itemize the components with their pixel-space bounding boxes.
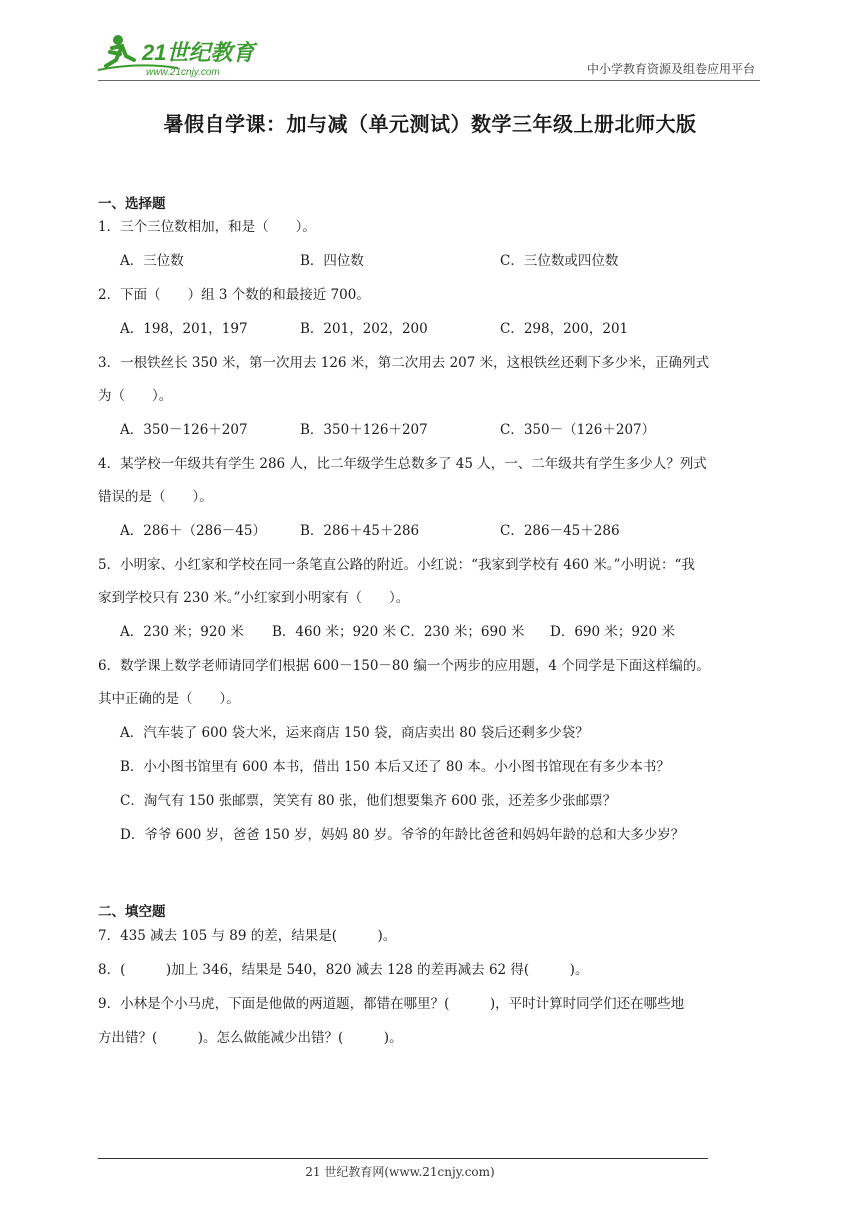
- footer-link[interactable]: 21 世纪教育网(www.21cnjy.com): [305, 1165, 495, 1179]
- option: B．小小图书馆里有 600 本书，借出 150 本后又还了 80 本。小小图书馆现在有多少本书？: [120, 759, 670, 775]
- logo-url: www.21cnjy.com: [146, 67, 220, 78]
- option: C．286－45＋286: [500, 523, 620, 539]
- option: A．汽车装了 600 袋大米，运来商店 150 袋，商店卖出 80 袋后还剩多少袋？: [120, 725, 589, 741]
- option: D．爷爷 600 岁，爸爸 150 岁，妈妈 80 岁。爷爷的年龄比爸爸和妈妈年龄的总和大多少岁？: [120, 827, 685, 843]
- section-heading-fill: 二、填空题: [98, 904, 166, 920]
- option: B．350＋126＋207: [300, 422, 428, 438]
- option: C．淘气有 150 张邮票，笑笑有 80 张，他们想要集齐 600 张，还差多少张邮票？: [120, 793, 617, 809]
- question-4: 4．某学校一年级共有学生 286 人，比二年级学生总数多了 45 人，一、二年级共有学生多少人？列式: [98, 456, 707, 472]
- question-6-cont: 其中正确的是（ ）。: [98, 691, 240, 707]
- option: C．350－（126＋207）: [500, 422, 656, 438]
- runner-logo-icon: [98, 30, 258, 80]
- question-7: 7．435 减去 105 与 89 的差，结果是( )。: [98, 928, 397, 944]
- question-5-cont: 家到学校只有 230 米。”小红家到小明家有（ ）。: [98, 590, 410, 606]
- question-9: 9．小林是个小马虎，下面是他做的两道题，都错在哪里？( )，平时计算时同学们还在哪些地: [98, 996, 685, 1012]
- question-5: 5．小明家、小红家和学校在同一条笔直公路的附近。小红说：“我家到学校有 460 米。”小明说：“我: [98, 557, 695, 573]
- option: A．350－126＋207: [120, 422, 248, 438]
- option: A．286＋（286－45）: [120, 523, 266, 539]
- question-3: 3．一根铁丝长 350 米，第一次用去 126 米，第二次用去 207 米，这根铁丝还剩下多少米，正确列式: [98, 355, 710, 371]
- option: A．230 米；920 米: [120, 624, 244, 640]
- option: B．201，202，200: [300, 321, 428, 337]
- question-3-cont: 为（ ）。: [98, 388, 173, 404]
- section-heading-choice: 一、选择题: [98, 196, 166, 212]
- option: A．三位数: [120, 253, 184, 269]
- question-1: 1．三个三位数相加，和是（ ）。: [98, 219, 316, 235]
- platform-name: 中小学教育资源及组卷应用平台: [586, 62, 755, 76]
- option: B．460 米；920 米: [272, 624, 397, 640]
- logo-text: 21世纪教育: [142, 40, 255, 65]
- option: C．230 米；690 米: [400, 624, 525, 640]
- question-8: 8．( )加上 346，结果是 540，820 减去 128 的差再减去 62 得( )。: [98, 962, 589, 978]
- option: D．690 米；920 米: [550, 624, 675, 640]
- option: C．298，200，201: [500, 321, 629, 337]
- option: A．198，201，197: [120, 321, 248, 337]
- site-logo: [98, 30, 258, 80]
- page-title: 暑假自学课：加与减（单元测试）数学三年级上册北师大版: [163, 112, 697, 136]
- question-4-cont: 错误的是（ ）。: [98, 489, 213, 505]
- footer-divider: [98, 1158, 708, 1159]
- header-divider: [98, 80, 760, 81]
- question-6: 6．数学课上数学老师请同学们根据 600－150－80 编一个两步的应用题，4 个同学是下面这样编的。: [98, 658, 710, 674]
- question-2: 2．下面（ ）组 3 个数的和最接近 700。: [98, 287, 370, 303]
- question-9-cont: 方出错？( )。怎么做能减少出错？( )。: [98, 1030, 403, 1046]
- option: C．三位数或四位数: [500, 253, 619, 269]
- option: B．286＋45＋286: [300, 523, 420, 539]
- option: B．四位数: [300, 253, 364, 269]
